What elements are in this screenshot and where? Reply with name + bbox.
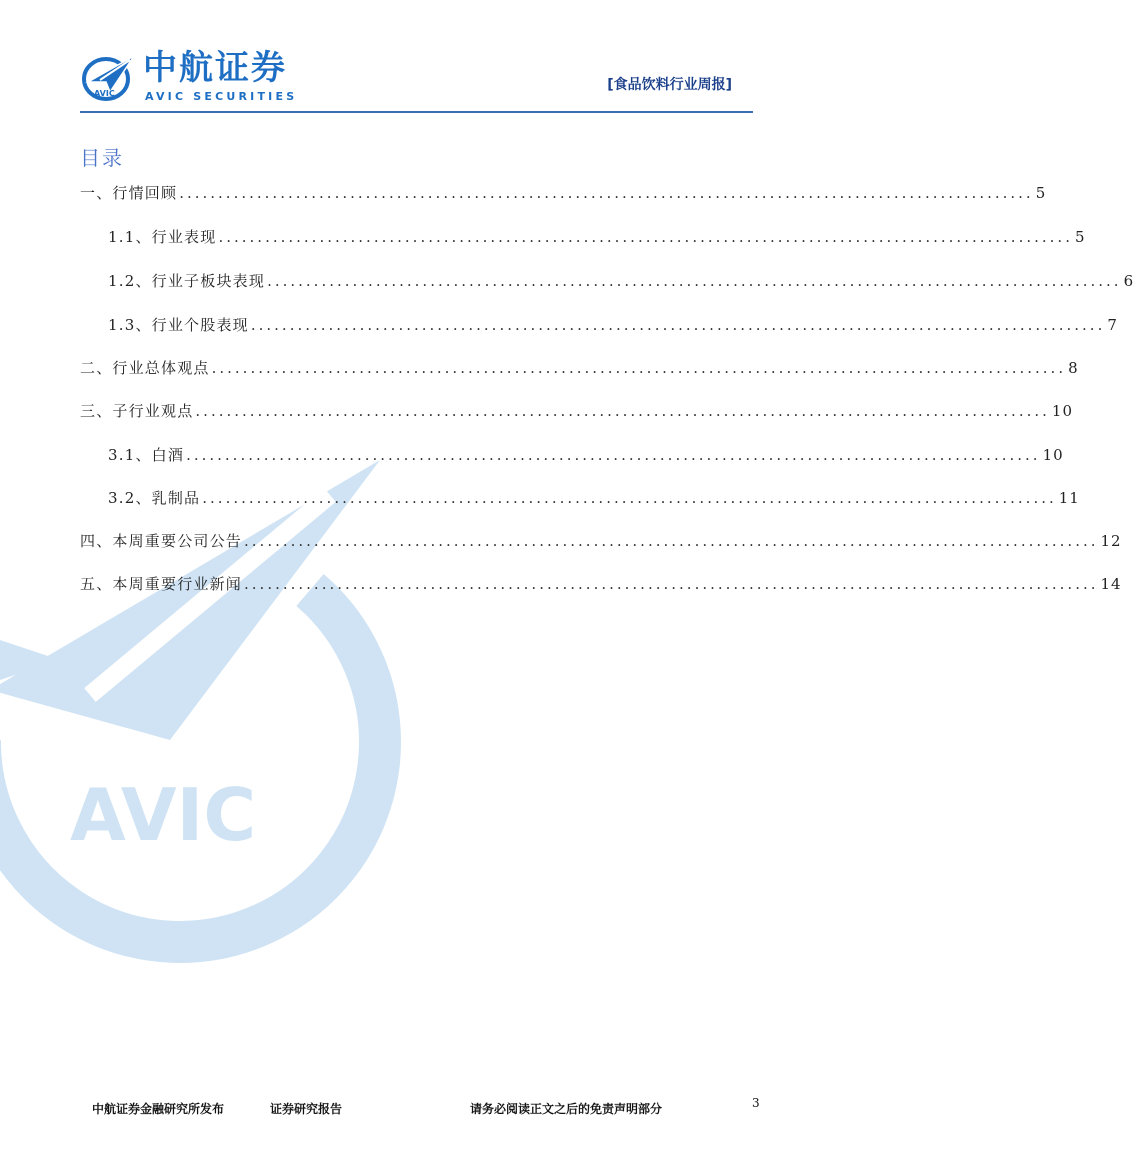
toc-entry-page: 10 [1051, 402, 1073, 420]
toc-entry[interactable] [80, 530, 1122, 556]
brand-name-cn: 中航证券 [143, 48, 287, 88]
toc-entry-label: 二、行业总体观点 [80, 359, 210, 377]
toc-entry-page: 8 [1068, 359, 1079, 377]
toc-entry[interactable] [108, 444, 1064, 470]
toc-entry-page: 5 [1035, 184, 1047, 202]
toc-entry-label: 1.2、行业子板块表现 [108, 272, 266, 290]
brand-name-en: AVIC SECURITIES [145, 90, 298, 103]
toc-entry-label: 五、本周重要行业新闻 [80, 575, 243, 593]
toc-entry-label: 3.2、乳制品 [108, 489, 201, 507]
toc-entry[interactable] [80, 573, 1122, 599]
toc-entry[interactable] [108, 226, 1086, 252]
avic-watermark [0, 440, 380, 980]
toc-leader-dots: .............................................................................................................. [195, 402, 1050, 420]
toc-leader-dots: .............................................................................................................. [186, 446, 1041, 464]
page-footer [0, 1090, 827, 1130]
toc-entry-label: 3.1、白酒 [108, 446, 185, 464]
toc-entry[interactable] [80, 357, 1079, 383]
footer-report-kind: 证券研究报告 [270, 1102, 343, 1116]
toc-entry-label: 四、本周重要公司公告 [80, 532, 243, 550]
toc-leader-dots: .............................................................................................................. [267, 272, 1122, 290]
toc-entry-label: 三、子行业观点 [80, 402, 194, 420]
toc-entry[interactable] [108, 487, 1080, 513]
toc-entry-page: 5 [1074, 228, 1086, 246]
toc-entry[interactable] [108, 314, 1118, 340]
header-divider [80, 111, 753, 113]
avic-logo-icon [80, 52, 136, 102]
toc-entry[interactable] [108, 270, 1134, 296]
toc-entry-label: 1.1、行业表现 [108, 228, 217, 246]
toc-entry[interactable] [80, 400, 1073, 426]
toc-leader-dots: .............................................................................................................. [250, 316, 1106, 334]
toc-entry-page: 14 [1100, 575, 1122, 593]
toc-leader-dots: .............................................................................................................. [202, 489, 1057, 507]
logo-text: AVIC [94, 89, 115, 98]
page-number: 3 [752, 1096, 760, 1110]
toc-entry-page: 10 [1042, 446, 1064, 464]
toc-entry-label: 1.3、行业个股表现 [108, 316, 249, 334]
toc-leader-dots: .............................................................................................................. [218, 228, 1073, 246]
toc-entry[interactable] [80, 182, 1047, 208]
toc-entry-page: 12 [1100, 532, 1122, 550]
footer-disclaimer: 请务必阅读正文之后的免责声明部分 [470, 1102, 663, 1116]
toc-entry-page: 11 [1058, 489, 1080, 507]
toc-leader-dots: .............................................................................................................. [179, 184, 1034, 202]
toc-entry-page: 6 [1123, 272, 1134, 290]
report-type-label: [食品饮料行业周报] [607, 77, 732, 93]
toc-leader-dots: .............................................................................................................. [211, 359, 1067, 377]
page-header [0, 0, 827, 115]
toc-entry-page: 7 [1107, 316, 1118, 334]
toc-entry-label: 一、行情回顾 [80, 184, 178, 202]
watermark-text: AVIC [70, 773, 257, 857]
footer-publisher: 中航证券金融研究所发布 [92, 1102, 225, 1116]
toc-leader-dots: .............................................................................................................. [244, 575, 1099, 593]
toc-leader-dots: .............................................................................................................. [244, 532, 1099, 550]
toc-title: 目录 [80, 146, 124, 170]
